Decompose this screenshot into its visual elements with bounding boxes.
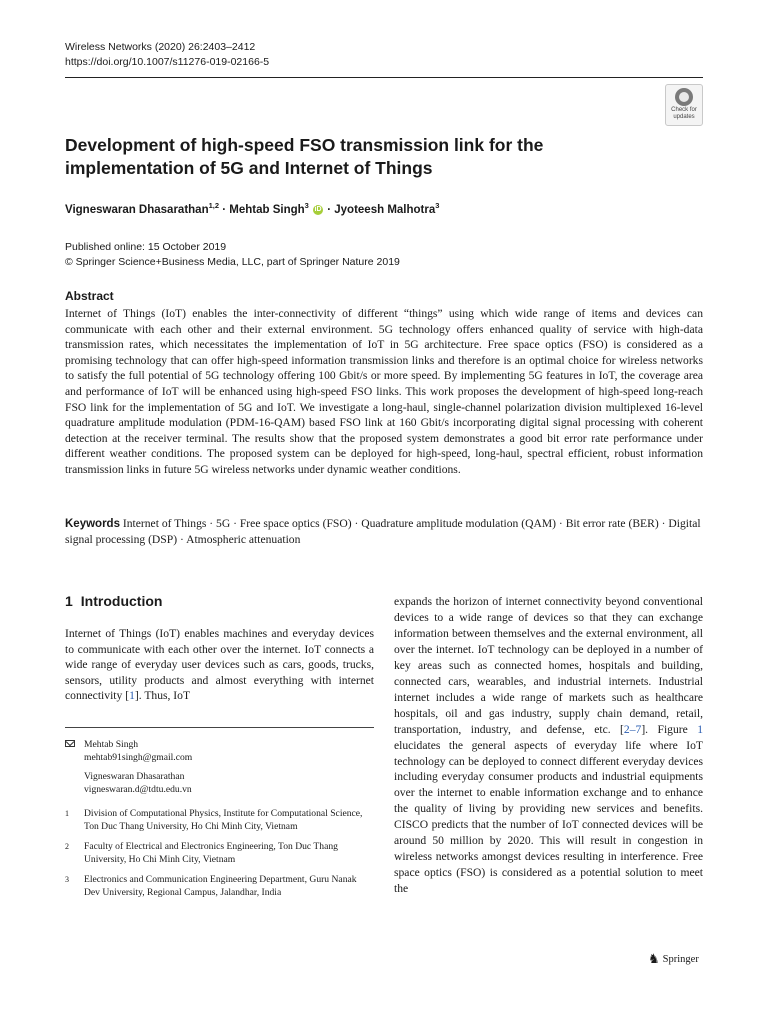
keywords — [65, 516, 703, 548]
author-separator: · — [219, 203, 230, 216]
doi-link[interactable]: https://doi.org/10.1007/s11276-019-02166-5 — [65, 56, 270, 68]
check-updates-icon — [675, 88, 693, 106]
keywords-label: Keywords — [65, 518, 120, 530]
contact-name: Vigneswaran Dhasarathan — [84, 771, 185, 782]
published-date: Published online: 15 October 2019 — [65, 241, 227, 253]
citation-link[interactable]: 1 — [129, 689, 135, 703]
springer-horse-icon: ♞ — [648, 951, 660, 966]
publisher-footer — [648, 951, 699, 967]
figure-link[interactable]: 1 — [697, 722, 704, 736]
affiliation-number: 1 — [65, 809, 69, 818]
journal-citation: Wireless Networks (2020) 26:2403–2412 — [65, 41, 256, 53]
section-number: 1 — [65, 593, 73, 609]
paper-title: Development of high-speed FSO transmission link for the implementation of 5G and Internet of Things — [65, 135, 544, 178]
header-rule — [65, 77, 703, 78]
author-name[interactable]: Jyoteesh Malhotra — [334, 203, 436, 216]
contact-email[interactable]: vigneswaran.d@tdtu.edu.vn — [84, 784, 192, 795]
section-title: Introduction — [80, 593, 163, 609]
body-text: elucidates the general aspects of everyday life where IoT technology can be deployed to connect different everyday devices including everyday consumer products and industrial equipments over the internet to enable information exchange and to enhance the quality of living by providing new services and benefits. CISCO predicts that the number of IoT connected devices will be around 50 million by 2020. This will result in congestion in wireless networks amongst devices resulting in interference. Free space optics (FSO) is considered as a potential solution to meet the — [394, 738, 703, 896]
affiliation-number: 2 — [65, 842, 69, 851]
affiliation-item — [65, 807, 374, 833]
contact-block — [65, 738, 374, 796]
intro-paragraph-left — [65, 626, 374, 704]
citation-link[interactable]: 2–7 — [623, 722, 642, 736]
journal-header — [65, 40, 269, 70]
body-text: ]. Thus, IoT — [134, 689, 191, 703]
author-name[interactable]: Vigneswaran Dhasarathan — [65, 203, 209, 216]
envelope-icon — [65, 740, 75, 747]
footnote-rule — [65, 727, 374, 728]
abstract-heading: Abstract — [65, 289, 114, 303]
affiliation-text: Faculty of Electrical and Electronics Engineering, Ton Duc Thang University, Ho Chi Minh City, Vietnam — [84, 841, 338, 865]
author-affiliation-mark: 3 — [435, 201, 440, 210]
author-list — [65, 201, 439, 216]
orcid-icon[interactable]: iD — [314, 205, 322, 213]
copyright-notice: © Springer Science+Business Media, LLC, part of Springer Nature 2019 — [65, 256, 400, 268]
author-affiliation-mark: 1,2 — [208, 201, 220, 210]
publisher-name: Springer — [662, 954, 699, 965]
contact-name: Mehtab Singh — [84, 739, 139, 750]
affiliation-number: 3 — [65, 875, 69, 884]
check-updates-label: Check for updates — [671, 107, 697, 120]
publication-info — [65, 240, 400, 270]
intro-paragraph-right — [394, 594, 703, 897]
keywords-list: Internet of Things · 5G · Free space optics (FSO) · Quadrature amplitude modulation (QAM) · Bit error rate (BER) · Digital signal processing (DSP) · Atmospheric attenuation — [65, 517, 701, 546]
author-footnotes — [65, 738, 374, 906]
contact-email[interactable]: mehtab91singh@gmail.com — [84, 752, 193, 763]
affiliation-text: Division of Computational Physics, Institute for Computational Science, Ton Duc Thang University, Ho Chi Minh City, Vietnam — [84, 808, 363, 832]
author-affiliation-mark: 3 — [304, 201, 309, 210]
body-text: ]. Figure — [641, 722, 698, 736]
author-name[interactable]: Mehtab Singh — [229, 203, 305, 216]
author-separator: · — [324, 203, 335, 216]
body-text: Internet of Things (IoT) enables machines and everyday devices to communicate with each other over the internet. IoT connects a wide range of everyday user devices such as cars, goods, trucks, sensors, utility products and almost everything with internet connectivity [ — [65, 627, 374, 703]
section-heading — [65, 593, 162, 609]
abstract-text: Internet of Things (IoT) enables the inter-connectivity of different “things” using which wide range of items and devices can communicate with each other and their external environment. 5G technology offers enhanced quality of service with high-data transmission rates, which necessitates the implementation of IoT in 5G architecture. Free space optics (FSO) is considered as a promising technology that can offer high-speed information transmission links and therefore is an optimal choice for wireless networks to satisfy the full potential of 5G technology offering 100 Gbit/s or more speed. By implementing 5G features in IoT, the coverage area and performance of IoT will be enhanced using high-speed FSO links. This work proposes the development of high-speed long-reach FSO link for the implementation of 5G and IoT. We investigate a long-haul, single-channel polarization division multiplexed 16-level quadrature amplitude modulation (PDM-16-QAM) based FSO link at 160 Gbit/s incorporating digital signal processing with coherent detection at the receiver terminal. The results show that the proposed system demonstrates a good bit error rate performance under different weather conditions. The proposed system can be deployed for high-speed, long-haul, spectral efficient, robust information transmission links in future 5G wireless networks under dynamic weather conditions. — [65, 307, 703, 476]
affiliation-item — [65, 873, 374, 899]
affiliation-item — [65, 840, 374, 866]
body-text: expands the horizon of internet connectivity beyond conventional devices to a wide range of devices so that they can exchange information between themselves and the external environment, all over the internet. IoT technology can be deployed in a number of key areas such as connected homes, hospitals and building, connected cars, wearables, and industrial internets. Industrial internet includes a wide range of markets such as healthcare hospitals, oil and gas industry, supply chain demand, retail, transportation, industry, and defense, etc. [ — [394, 595, 703, 736]
check-for-updates-badge[interactable] — [665, 84, 703, 126]
affiliation-text: Electronics and Communication Engineering Department, Guru Nanak Dev University, Regional Campus, Jalandhar, India — [84, 874, 357, 898]
